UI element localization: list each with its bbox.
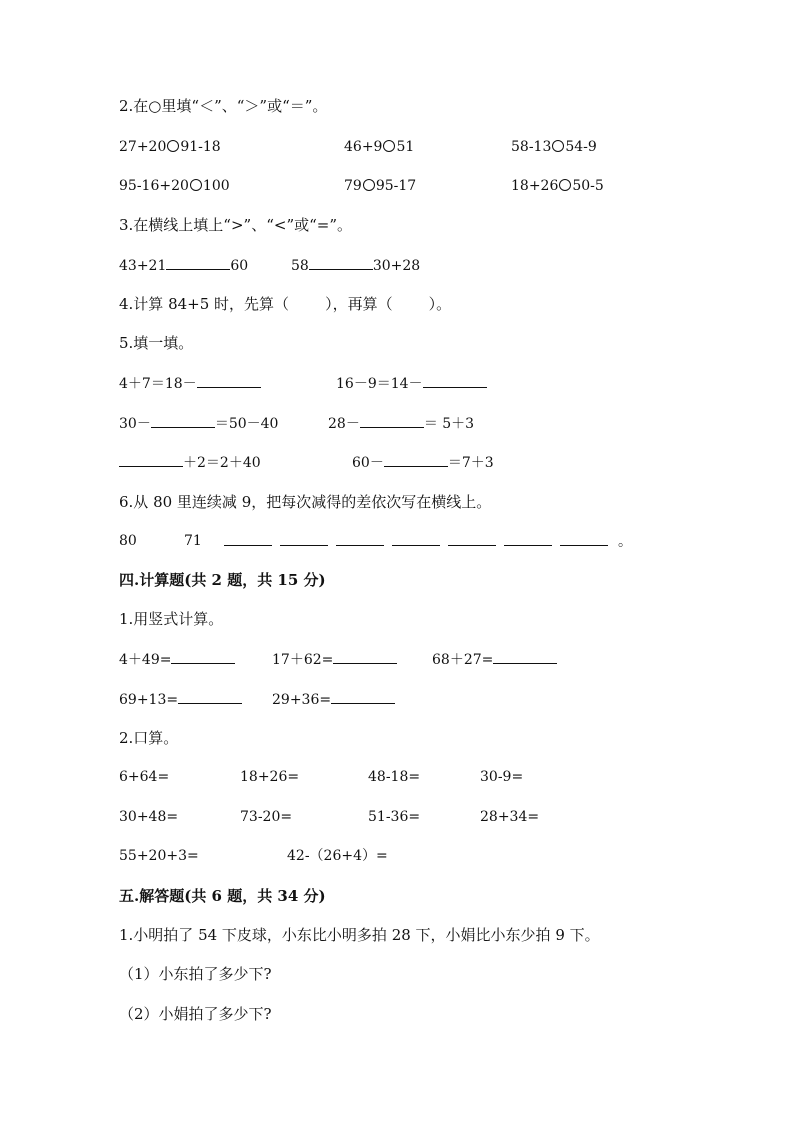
- mental-math-item: 18+26=: [240, 769, 300, 785]
- answer-blank[interactable]: [280, 531, 328, 546]
- q5-title: 5.填一填。: [119, 334, 194, 352]
- circle-blank-icon[interactable]: [363, 179, 375, 191]
- sequence-blanks: 。: [224, 531, 632, 552]
- compare-blank-item: 43+21 60: [119, 255, 248, 276]
- mental-math-item: 28+34=: [480, 809, 540, 825]
- fill-item: 4＋7＝18－: [119, 373, 261, 394]
- fill-item: 16－9＝14－: [336, 373, 487, 394]
- answer-blank[interactable]: [560, 531, 608, 546]
- answer-blank[interactable]: [166, 255, 230, 270]
- circle-blank-icon[interactable]: [190, 179, 202, 191]
- answer-blank[interactable]: [178, 689, 242, 704]
- compare-item: 46+9 51: [344, 139, 415, 155]
- circle-blank-icon[interactable]: [559, 179, 571, 191]
- mental-math-item: 42-（26+4）=: [287, 848, 388, 864]
- mental-math-item: 73-20=: [240, 809, 293, 825]
- compare-blank-item: 58 30+28: [291, 255, 420, 276]
- answer-blank[interactable]: [448, 531, 496, 546]
- sec5-q1-text: 1.小明拍了 54 下皮球，小东比小明多拍 28 下，小娟比小东少拍 9 下。: [119, 926, 600, 944]
- fill-item: 60－ ＝7＋3: [352, 452, 494, 473]
- sequence-start: 80: [119, 533, 137, 549]
- answer-blank[interactable]: [309, 255, 373, 270]
- answer-blank[interactable]: [384, 452, 448, 467]
- q3-title: 3.在横线上填上“>”、“<”或“=”。: [119, 216, 353, 234]
- vertical-calc-item: 4＋49=: [119, 649, 235, 670]
- compare-item: 27+20 91-18: [119, 139, 221, 155]
- mental-math-item: 6+64=: [119, 769, 170, 785]
- circle-blank-icon[interactable]: [552, 140, 564, 152]
- vertical-calc-item: 17＋62=: [272, 649, 397, 670]
- fill-item: 28－ ＝ 5＋3: [328, 413, 474, 434]
- compare-item: 79 95-17: [344, 178, 417, 194]
- sec5-q1-sub1: （1）小东拍了多少下?: [119, 965, 272, 983]
- mental-math-item: 30+48=: [119, 809, 179, 825]
- answer-blank[interactable]: [423, 373, 487, 388]
- mental-math-item: 48-18=: [368, 769, 421, 785]
- compare-item: 58-13 54-9: [511, 139, 597, 155]
- answer-blank[interactable]: [360, 413, 424, 428]
- q6-title: 6.从 80 里连续减 9，把每次减得的差依次写在横线上。: [119, 493, 492, 511]
- answer-blank[interactable]: [331, 689, 395, 704]
- answer-blank[interactable]: [119, 452, 183, 467]
- answer-blank[interactable]: [224, 531, 272, 546]
- answer-blank[interactable]: [151, 413, 215, 428]
- compare-item: 18+26 50-5: [511, 178, 604, 194]
- sequence-second: 71: [184, 533, 202, 549]
- answer-blank[interactable]: [171, 649, 235, 664]
- vertical-calc-item: 69+13=: [119, 689, 242, 710]
- circle-blank-icon[interactable]: [383, 140, 395, 152]
- sec5-q1-sub2: （2）小娟拍了多少下?: [119, 1005, 272, 1023]
- fill-item: ＋2＝2＋40: [119, 452, 261, 473]
- answer-blank[interactable]: [197, 373, 261, 388]
- q2-title: 2.在○里填“＜”、“＞”或“＝”。: [119, 97, 328, 115]
- sec4-q1-title: 1.用竖式计算。: [119, 610, 224, 628]
- answer-blank[interactable]: [493, 649, 557, 664]
- mental-math-item: 51-36=: [368, 809, 421, 825]
- mental-math-item: 30-9=: [480, 769, 524, 785]
- mental-math-item: 55+20+3=: [119, 848, 199, 864]
- answer-blank[interactable]: [336, 531, 384, 546]
- fill-item: 30－ ＝50－40: [119, 413, 278, 434]
- sec4-q2-title: 2.口算。: [119, 729, 179, 747]
- vertical-calc-item: 29+36=: [272, 689, 395, 710]
- circle-blank-icon[interactable]: [167, 140, 179, 152]
- q4-text: 4.计算 84+5 时，先算（ ），再算（ ）。: [119, 295, 452, 313]
- answer-blank[interactable]: [392, 531, 440, 546]
- section-5-title: 五.解答题(共 6 题，共 34 分): [119, 887, 326, 905]
- section-4-title: 四.计算题(共 2 题，共 15 分): [119, 571, 326, 589]
- answer-blank[interactable]: [333, 649, 397, 664]
- answer-blank[interactable]: [504, 531, 552, 546]
- vertical-calc-item: 68＋27=: [432, 649, 557, 670]
- compare-item: 95-16+20 100: [119, 178, 230, 194]
